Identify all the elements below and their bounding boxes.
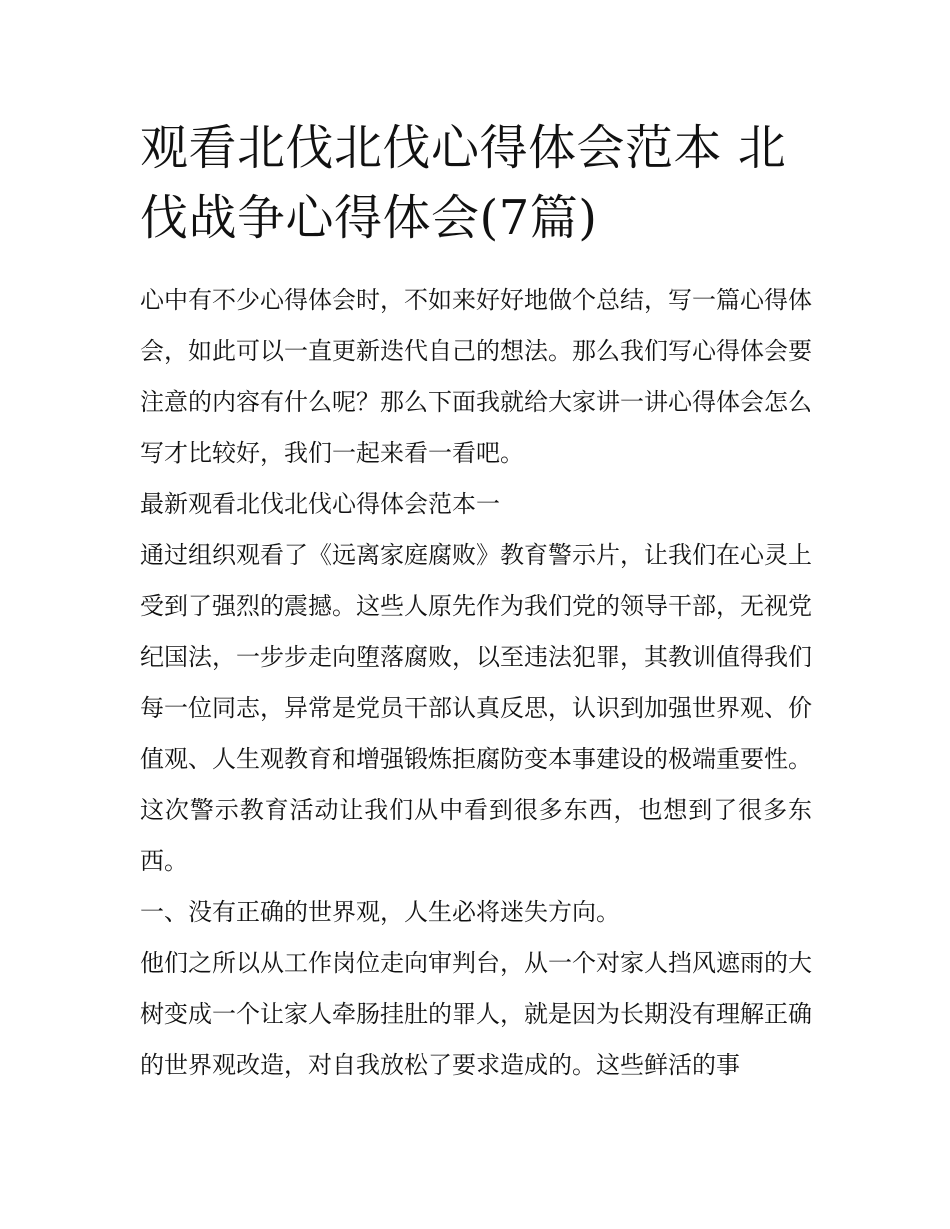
section-heading: 最新观看北伐北伐心得体会范本一 [140,490,500,518]
document-title: 观看北伐北伐心得体会范本 北伐战争心得体会(7篇) [140,120,787,246]
document-body [140,113,812,1091]
body-paragraph: 通过组织观看了《远离家庭腐败》教育警示片，让我们在心灵上受到了强烈的震撼。这些人原先作为我们党的领导干部，无视党纪国法，一步步走向堕落腐败，以至违法犯罪，其教训值得我们每一位同志，异常是党员干部认真反思，认识到加强世界观、价值观、人生观教育和增强锻炼拒腐防变本事建设的极端重要性。这次警示教育活动让我们从中看到很多东西，也想到了很多东西。 [140,541,812,875]
intro-paragraph: 心中有不少心得体会时，不如来好好地做个总结，写一篇心得体会，如此可以一直更新迭代自己的想法。那么我们写心得体会要注意的内容有什么呢？那么下面我就给大家讲一讲心得体会怎么写才比较好，我们一起来看一看吧。 [140,286,812,467]
subsection-heading: 一、没有正确的世界观，人生必将迷失方向。 [140,898,620,926]
body-paragraph: 他们之所以从工作岗位走向审判台，从一个对家人挡风遮雨的大树变成一个让家人牵肠挂肚的罪人，就是因为长期没有理解正确的世界观改造，对自我放松了要求造成的。这些鲜活的事 [140,949,812,1079]
